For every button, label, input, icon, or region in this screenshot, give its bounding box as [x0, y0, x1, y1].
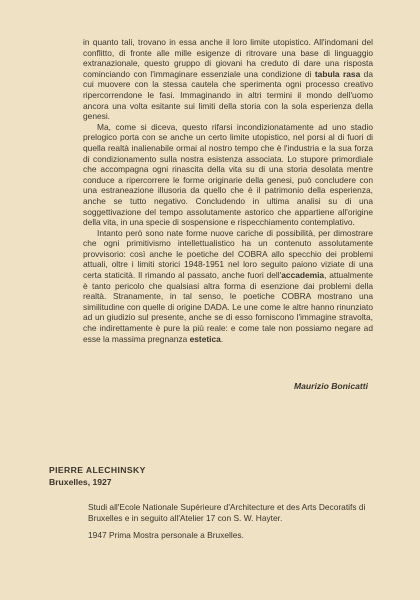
- paragraph-text: .: [220, 333, 224, 344]
- paragraph-text: da cui muovere con la stessa cautela che sperimenta ogni processo creativo ripercorrendone le fasi. Immaginando in altri termini il mondo dell'uomo ancora una volta esitante sui limiti della storia con la sola esperienza della genesi.: [83, 68, 373, 122]
- essay-paragraph: [83, 228, 373, 345]
- paragraph-text: in quanto tali, trovano in essa anche il loro limite utopistico. All'indomani del conflitto, di fronte alle mille esigenze di ritrovare una base di linguaggio extranazionale, questo gruppo di giovani ha creduto di dare una risposta cominciando con l'immaginare essenziale una condizione di: [83, 37, 373, 79]
- emphasized-term: accademia: [281, 270, 325, 281]
- bio-paragraph: 1947 Prima Mostra personale a Bruxelles.: [88, 530, 244, 541]
- emphasized-term: estetica: [189, 333, 221, 344]
- artist-name: PIERRE ALECHINSKY: [49, 465, 146, 475]
- paragraph-text: Ma, come si diceva, questo rifarsi incondizionatamente ad uno stadio prelogico porta con se anche un certo limite utopistico, nel porsi al di fuori di quella realtà inalienabile ormai al nostro tempo che è l'industria e la sua forza di condizionamento sulla nostra esistenza associata. Lo stupore primordiale che accompagna ogni rinascita della vita su di una storia desolata mentre conduce a ripercorrere le forme originarie della genesi, può concludere con una estraneazione illusoria da quello che è il patrimonio della esperienza, anche se tutto negativo. Concludendo in ultima analisi su di una soggettivazione del tempo assolutamente astorico che appartiene all'origine della vita, in una specie di sospensione e rispecchiamento contemplativo.: [83, 121, 373, 228]
- essay-paragraph: [83, 37, 373, 122]
- author-signature: Maurizio Bonicatti: [293, 381, 368, 391]
- paragraph-text: , attualmente è tanto pericolo che qualsiasi altra forma di esenzione dai problemi della realtà. Stranamente, in tal senso, le poetiche COBRA mostrano una similitudine con quelle di origine DADA. Le une come le altre hanno rinunziato ad un giudizio sul presente, anche se di esso forniscono l'immagine stravolta, che indirettamente è pure la più reale: e come tale non possiamo negare ad esse la massima pregnanza: [83, 270, 374, 344]
- emphasized-term: tabula rasa: [314, 68, 361, 79]
- essay-body: [83, 37, 373, 344]
- artist-biography: [88, 502, 373, 548]
- artist-birthplace: Bruxelles, 1927: [49, 477, 112, 487]
- bio-paragraph: Studi all'Ecole Nationale Supérieure d'Architecture et des Arts Decoratifs di Bruxelles e in seguito all'Atelier 17 con S. W. Hayter.: [88, 502, 366, 523]
- paragraph-text: Intanto però sono nate forme nuove cariche di possibilità, per dimostrare che ogni primitivismo intellettualistico ha un contenuto assolutamente provvisorio: così anche le poetiche del COBRA allo specchio dei problemi attuali, oltre i limiti storici 1948-1951 nel loro seguito paiono viziate di una certa staticità. Il rimando al passato, anche fuori dell': [83, 227, 373, 281]
- essay-paragraph: [83, 122, 373, 228]
